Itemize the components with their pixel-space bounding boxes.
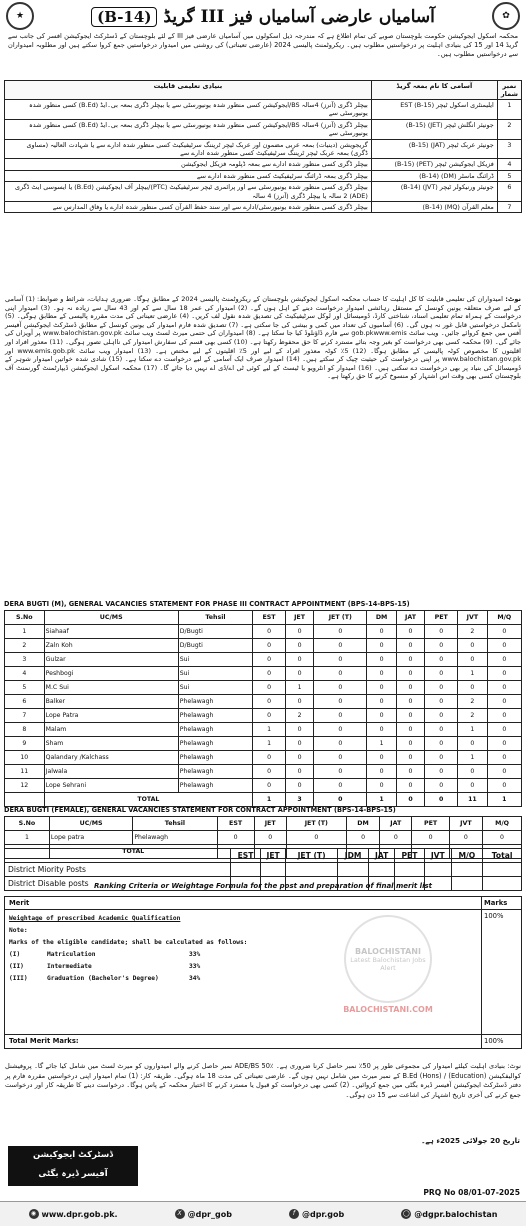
table-cell: Phelawagh [178, 723, 252, 737]
qualification-row [5, 202, 522, 213]
table-cell: 0 [487, 625, 521, 639]
table-row [5, 695, 522, 709]
total-cell: 1 [487, 793, 521, 807]
table-cell: 1 [285, 681, 313, 695]
table-cell: District Miority Posts [5, 863, 231, 877]
column-header: JET (T) [314, 611, 367, 625]
intro-paragraph: محکمہ اسکول ایجوکیشن حکومت بلوچستان صوبے کی تمام اطلاع ہے کہ مندرجہ ذیل اسکولوں میں آسامیاں عارضی فیز III کے لئے بلوچستان کے ڈسٹرکٹ ایجوکیشن افسر کی جانب سے گریڈ 14 اور 15 کی بنیادی اہلیت پر درخواستیں مطلوب ہیں۔ ریکروٹمنٹ پالیسی 2024 (عارضی تعیناتی) کی روشنی میں امیدوار درخواستیں جمع کروا سکتے ہیں اور مطلوبہ امیدواران سے درخواستیں مطلوب ہیں۔ [8, 32, 518, 59]
total-blank [5, 793, 45, 807]
table-cell [231, 863, 261, 877]
table-cell: 10 [5, 751, 45, 765]
table-cell: 0 [254, 831, 286, 845]
table-cell: Lope patra [49, 831, 132, 845]
table-cell: 0 [458, 737, 487, 751]
facebook-icon: f [289, 1209, 299, 1219]
x-icon: X [175, 1209, 185, 1219]
table-cell: 1 [5, 625, 45, 639]
table-cell [451, 863, 483, 877]
notes-label: نوٹ: [505, 295, 521, 303]
table-cell: 0 [285, 639, 313, 653]
table-cell: 0 [314, 723, 367, 737]
table-cell: D/Bugti [178, 639, 252, 653]
column-header [5, 849, 231, 863]
table-cell: 0 [425, 779, 458, 793]
table-row [5, 723, 522, 737]
column-header: JET [254, 817, 286, 831]
table-cell: 12 [5, 779, 45, 793]
table-cell: 0 [396, 653, 424, 667]
table-cell: M.C Sui [44, 681, 178, 695]
table-cell: 4 [5, 667, 45, 681]
table-cell [286, 863, 338, 877]
table-cell: 0 [285, 723, 313, 737]
table-cell: 0 [253, 779, 286, 793]
post-name: جونیئر انگلش ٹیچر (JET) (B-15) [371, 119, 497, 139]
qualification-text: بیچلر ڈگری کسی منظور شدہ یونیورسٹی/ادارے سے اور سند حفظ القرآن کسی منظور شدہ ادارے یا وفاق المدارس سے [5, 202, 372, 213]
column-header: JAT [369, 849, 394, 863]
merit-table [4, 896, 522, 1049]
post-name: ایلیمنٹری اسکول ٹیچر EST (B-15) [371, 100, 497, 120]
qualification-text: بیچلر ڈگری (آنرز) 4سالہ BS/ایجوکیشن کسی منظور شدہ یونیورسٹی سے یا بیچلر ڈگری بمعہ بی۔ایڈ (B.Ed) کسی منظور شدہ یونیورسٹی سے [5, 100, 372, 120]
page-title [40, 2, 486, 32]
instructions [5, 295, 521, 381]
total-merit-label: Total Merit Marks: [5, 1035, 482, 1049]
qualification-row [5, 182, 522, 202]
table-cell: 2 [458, 695, 487, 709]
total-cell: 1 [253, 793, 286, 807]
col-sno: نمبر شمار [497, 81, 521, 100]
table-cell: 0 [314, 709, 367, 723]
column-header: PET [412, 817, 449, 831]
table-cell: 0 [396, 681, 424, 695]
column-header: JET [261, 849, 286, 863]
table-row [5, 667, 522, 681]
table-cell: 0 [253, 695, 286, 709]
column-header: EST [217, 817, 254, 831]
total-merit-percent: 100% [482, 1035, 522, 1049]
total-label: TOTAL [44, 793, 253, 807]
total-cell: 0 [314, 793, 367, 807]
column-header: JET (T) [286, 817, 346, 831]
qualification-table [4, 80, 522, 213]
table-cell: 0 [253, 765, 286, 779]
table-cell: Siahaaf [44, 625, 178, 639]
footer-bar [0, 1201, 526, 1226]
column-header: DM [346, 817, 379, 831]
table-cell: 0 [396, 765, 424, 779]
table-cell: 0 [217, 831, 254, 845]
table-cell: 0 [285, 737, 313, 751]
component-weight: 34% [189, 975, 201, 982]
row-number: 3 [497, 139, 521, 159]
table-cell: 0 [285, 653, 313, 667]
table-cell: 1 [5, 831, 50, 845]
table-cell: 0 [314, 625, 367, 639]
table-cell: 0 [314, 667, 367, 681]
component-index: (I) [9, 951, 21, 958]
table-cell [261, 863, 286, 877]
row-number: 4 [497, 159, 521, 170]
table-cell: 0 [396, 625, 424, 639]
table-cell: 2 [285, 709, 313, 723]
table-cell: 0 [367, 695, 396, 709]
table-cell: Lope Patra [44, 709, 178, 723]
column-header: UC/MS [49, 817, 132, 831]
column-header: JET (T) [286, 849, 338, 863]
total-cell: 11 [458, 793, 487, 807]
table-cell: Balker [44, 695, 178, 709]
qualification-row [5, 159, 522, 170]
table-cell: 0 [483, 831, 522, 845]
total-cell: 0 [425, 793, 458, 807]
table-cell: 0 [367, 639, 396, 653]
qualification-text: بیچلر ڈگری (آنرز) 4سالہ BS/ایجوکیشن کسی منظور شدہ یونیورسٹی سے یا بیچلر ڈگری بمعہ بی۔ایڈ (B.Ed) کسی منظور شدہ یونیورسٹی سے [5, 119, 372, 139]
table-cell: 0 [253, 709, 286, 723]
component-name: Matriculation [47, 951, 96, 958]
column-header: EST [253, 611, 286, 625]
table-cell: 0 [367, 709, 396, 723]
table-cell: 0 [314, 653, 367, 667]
table-cell: 0 [425, 765, 458, 779]
table-cell: 0 [380, 831, 412, 845]
table-row [5, 625, 522, 639]
table-cell: 0 [367, 765, 396, 779]
signature-block [8, 1146, 138, 1186]
table-cell: Lope Sehrani [44, 779, 178, 793]
qualification-text: بیچلر ڈگری کسی منظور شدہ یونیورسٹی سے اور پرائمری ٹیچر سرٹیفیکیٹ (PTC)/بیچلر آف ایجوکیشن (B.Ed) یا ایسوسی ایٹ ڈگری (ADE) 2 سالہ یا بیچلر ڈگری (آنرز) 4 سالہ [5, 182, 372, 202]
instagram-icon: ◯ [402, 1210, 410, 1217]
table-cell: 0 [425, 625, 458, 639]
table-cell: 0 [253, 653, 286, 667]
table-cell: Phelawagh [133, 831, 217, 845]
male-vacancy-table [4, 610, 522, 807]
table-cell: 0 [396, 723, 424, 737]
post-name: جونیئر ورنیکولر ٹیچر (JVT) (B-14) [371, 182, 497, 202]
balochistan-emblem-icon: ★ [6, 2, 34, 30]
footer-instagram[interactable] [401, 1209, 497, 1219]
table-row [5, 765, 522, 779]
table-cell: 1 [253, 737, 286, 751]
qualification-text: بیچلر ڈگری بمعہ ڈرائنگ سرٹیفیکیٹ کسی منظور شدہ ادارے سے [5, 170, 372, 181]
footer-facebook[interactable] [289, 1209, 344, 1219]
table-cell: 0 [425, 709, 458, 723]
male-vacancy-title: DERA BUGTI (M), GENERAL VACANCIES STATEMENT FOR PHASE III CONTRACT APPOINTMENT (BPS-14-BPS-15) [4, 600, 410, 608]
total-cell: 3 [285, 793, 313, 807]
column-header: M/Q [451, 849, 483, 863]
table-cell [369, 863, 394, 877]
table-cell: Phelawagh [178, 709, 252, 723]
qualification-row [5, 119, 522, 139]
col-post: آسامی کا نام بمعہ گریڈ [371, 81, 497, 100]
female-vacancy-title: DERA BUGTI (FEMALE), GENERAL VACANCIES STATEMENT FOR CONTRACT APPOINTMENT (BPS-14-BPS-15) [4, 806, 396, 814]
table-cell: Sui [178, 667, 252, 681]
table-cell: Phelawagh [178, 765, 252, 779]
column-header: JAT [396, 611, 424, 625]
footer-x-label: @dpr_gob [187, 1209, 232, 1219]
merit-header: Merit [5, 897, 482, 910]
table-row [5, 751, 522, 765]
row-number: 5 [497, 170, 521, 181]
column-header: Tehsil [178, 611, 252, 625]
table-cell: 0 [487, 779, 521, 793]
column-header: JDM [337, 849, 369, 863]
qualification-text: گریجویشن (دینیات) بمعہ عربی مضمون اور عربک ٹیچر ٹریننگ سرٹیفیکیٹ کسی منظور شدہ ادارے سے یا شہادت العالیہ (مساوی ڈگری) بمعہ عربک ٹیچر ٹریننگ سرٹیفیکیٹ کسی منظور شدہ ادارے سے [5, 139, 372, 159]
footer-fb-label: @dpr.gob [301, 1209, 345, 1219]
table-cell: 0 [487, 639, 521, 653]
component-weight: 33% [189, 963, 201, 970]
table-cell: 0 [487, 681, 521, 695]
table-row [5, 737, 522, 751]
total-row [5, 793, 522, 807]
table-cell [337, 863, 369, 877]
title-text: آسامیاں عارضی آسامیاں فیز III گریڈ [163, 7, 435, 27]
qualification-row [5, 100, 522, 120]
table-cell: Malam [44, 723, 178, 737]
table-cell: 1 [458, 751, 487, 765]
table-cell: 0 [458, 765, 487, 779]
column-header: DM [367, 611, 396, 625]
column-header: JVT [458, 611, 487, 625]
column-header: JVT [425, 849, 452, 863]
total-cell: 0 [396, 793, 424, 807]
table-cell: 11 [5, 765, 45, 779]
table-cell: 2 [458, 709, 487, 723]
table-cell [394, 863, 424, 877]
footer-web[interactable] [29, 1209, 118, 1219]
table-cell: 0 [487, 709, 521, 723]
table-cell: 0 [487, 751, 521, 765]
column-header: UC/MS [44, 611, 178, 625]
table-cell: 5 [5, 681, 45, 695]
merit-note-label: Note: [9, 927, 28, 934]
table-cell: 0 [285, 695, 313, 709]
table-cell: 1 [458, 723, 487, 737]
table-row [5, 831, 522, 845]
component-name: Intermediate [47, 963, 92, 970]
table-cell: 3 [5, 653, 45, 667]
table-cell: 0 [314, 737, 367, 751]
table-cell: 0 [253, 639, 286, 653]
watermark-name: BALOCHISTANI [355, 946, 421, 956]
table-cell: 0 [285, 779, 313, 793]
table-cell: 0 [253, 681, 286, 695]
table-cell: 0 [396, 779, 424, 793]
prq-number: PRQ No 08/01-07-2025 [423, 1188, 520, 1197]
table-cell: 0 [396, 639, 424, 653]
component-weight: 33% [189, 951, 201, 958]
column-header: S.No [5, 817, 50, 831]
table-row [5, 639, 522, 653]
table-cell: 0 [487, 765, 521, 779]
qualification-row [5, 170, 522, 181]
watermark-tagline: Latest Balochistan Jobs Alert [350, 955, 426, 972]
table-cell: Zaln Koh [44, 639, 178, 653]
last-date: تاریخ 20 جولائی 2025ء ہے۔ [421, 1136, 520, 1145]
table-cell: 0 [425, 723, 458, 737]
quota-row [5, 863, 522, 877]
table-cell: 0 [425, 695, 458, 709]
table-cell: 0 [367, 751, 396, 765]
table-cell: 0 [487, 723, 521, 737]
table-cell: 0 [487, 695, 521, 709]
table-cell: 0 [285, 667, 313, 681]
table-cell: 0 [425, 737, 458, 751]
table-cell: 0 [396, 751, 424, 765]
ranking-criteria-title: Ranking Criteria or Weightage Formula for the post and preparation of final merit list [93, 882, 432, 890]
col-qualification: بنیادی تعلیمی قابلیت [5, 81, 372, 100]
footnote: نوٹ: بنیادی اہلیت کیلئے امیدوار کی مجموعی طور پر 50٪ نمبر حاصل کرنا ضروری ہے۔ ADE/BS 50٪ نمبر حاصل کرنے والے امیدواروں کو میرٹ لسٹ میں شامل کیا جائے گا۔ پروفیشنل کوالیفکیشن (Education) / B.Ed (Hons) کے نمبر میرٹ میں شامل نہیں ہوں گے۔ عارضی تعیناتی کی مدت 18 ماہ ہوگی۔ طریقہ کار: (1) تمام امیدوار اپنی درخواستیں مقررہ فارم پر دفتر ڈسٹرکٹ ایجوکیشن آفیسر ڈیرہ بگٹی میں جمع کروائیں۔ (2) کسی بھی درخواست کو قبول یا مسترد کرنے کا اختیار محکمہ کے پاس ہوگا۔ درخواست دینے کا طریقہ کار اور درخواست جمع کرنے کی آخری تاریخ اشتہار کی اشاعت سے 15 دن ہوگی۔ [5, 1062, 521, 1099]
table-cell: 0 [285, 765, 313, 779]
table-row [5, 779, 522, 793]
table-cell: 0 [412, 831, 449, 845]
table-cell: 0 [253, 751, 286, 765]
table-cell: Jalwala [44, 765, 178, 779]
post-name: ڈرائنگ ماسٹر (DM) (B-14) [371, 170, 497, 181]
signature-line-1: ڈسٹرکٹ ایجوکیشن [32, 1150, 114, 1160]
table-cell: 0 [396, 695, 424, 709]
table-cell: Qalandary /Kalchass [44, 751, 178, 765]
column-header: JAT [380, 817, 412, 831]
column-header: Tehsil [133, 817, 217, 831]
post-name: معلم القرآن (MQ) (B-14) [371, 202, 497, 213]
table-cell: Sui [178, 653, 252, 667]
table-cell: 2 [5, 639, 45, 653]
table-cell: 0 [458, 639, 487, 653]
table-cell: 0 [487, 667, 521, 681]
department-emblem-icon: ✿ [492, 2, 520, 30]
table-cell: 1 [458, 667, 487, 681]
table-cell: 0 [367, 625, 396, 639]
column-header: Total [483, 849, 522, 863]
marks-header: Marks [482, 897, 522, 910]
calc-label: Marks of the eligible candidate; shall be calculated as follows: [9, 939, 248, 946]
table-cell: 0 [367, 681, 396, 695]
footer-x[interactable] [175, 1209, 232, 1219]
table-cell: Gulzar [44, 653, 178, 667]
table-cell: 8 [5, 723, 45, 737]
table-cell: D/Bugti [178, 625, 252, 639]
table-cell [483, 863, 522, 877]
column-header: JET [285, 611, 313, 625]
table-cell: 0 [367, 653, 396, 667]
table-cell: Phelawagh [178, 737, 252, 751]
table-cell: 2 [458, 625, 487, 639]
table-cell: 0 [425, 681, 458, 695]
table-cell: 0 [314, 695, 367, 709]
table-cell: 0 [367, 779, 396, 793]
table-cell: 0 [253, 625, 286, 639]
component-index: (III) [9, 975, 28, 982]
table-cell: 0 [285, 751, 313, 765]
table-cell: 0 [449, 831, 482, 845]
table-cell: 0 [314, 681, 367, 695]
table-cell: 0 [314, 751, 367, 765]
table-cell: Phelawagh [178, 695, 252, 709]
signature-line-2: آفیسر ڈیرہ بگٹی [38, 1169, 108, 1179]
table-cell: District Disable posts [5, 877, 231, 891]
table-cell: 9 [5, 737, 45, 751]
table-cell: Sui [178, 681, 252, 695]
table-cell: 0 [285, 625, 313, 639]
column-header: M/Q [483, 817, 522, 831]
table-cell: 0 [396, 709, 424, 723]
instructions-part-2: (8) امیدواران کی حتمی میرٹ لسٹ ویب سائٹ www.balochistan.gov.pk پر آویزاں کی جائے گی۔ (9) محکمہ کسی بھی درخواست کو بغیر وجہ بتائے مسترد کرنے کا حق محفوظ رکھتا ہے۔ (10) کسی بھی قسم کی سفارش امیدوار کی نااہلی تصور ہوگی۔ (11) معذور افراد اور اقلیتوں کا مخصوص کوٹہ پالیسی کے مطابق ہوگا۔ (12) 5٪ کوٹہ معذور افراد کے لیے اور 5٪ اقلیتوں کے لیے مختص ہے۔ (13) امیدوار ویب سائٹ www.emis.gob.pk اور www.balochistan.gov.pk پر اپنی درخواست کی حیثیت چیک کر سکتے ہیں۔ (14) امیدوار صرف ایک آسامی کے لیے درخواست دے سکتا ہے۔ (15) شادی شدہ خواتین امیدوار شوہر کے ڈومیسائل کی بنیاد پر بھی درخواست دے سکتی ہیں۔ (16) امیدوار کو انٹرویو یا ٹیسٹ کے لیے کوئی ٹی اے/ڈی اے نہیں دیا جائے گا۔ (17) محکمہ اسکول ایجوکیشن ڈیپارٹمنٹ گورنمنٹ آف بلوچستان کسی بھی وقت اس اشتہار کو منسوخ کرنے کا حق رکھتا ہے۔ [5, 329, 522, 381]
table-cell: 0 [396, 737, 424, 751]
table-cell: 0 [458, 653, 487, 667]
component-index: (II) [9, 963, 24, 970]
column-header: EST [231, 849, 261, 863]
table-cell: 0 [487, 653, 521, 667]
table-cell: 0 [314, 639, 367, 653]
row-number: 1 [497, 100, 521, 120]
qualification-row [5, 139, 522, 159]
column-header: M/Q [487, 611, 521, 625]
table-cell: 0 [346, 831, 379, 845]
table-cell: 0 [425, 653, 458, 667]
table-cell [425, 863, 452, 877]
column-header: PET [394, 849, 424, 863]
table-cell: 0 [367, 667, 396, 681]
total-label: TOTAL [49, 845, 217, 859]
footer-ig-label: @dgpr.balochistan [414, 1209, 498, 1219]
column-header: JVT [449, 817, 482, 831]
table-cell: 0 [458, 681, 487, 695]
table-cell: 0 [286, 831, 346, 845]
table-cell: 0 [425, 751, 458, 765]
table-cell: 6 [5, 695, 45, 709]
table-cell: 0 [367, 723, 396, 737]
table-cell: 0 [425, 667, 458, 681]
table-cell: Phelawagh [178, 751, 252, 765]
table-row [5, 681, 522, 695]
table-cell: 0 [314, 765, 367, 779]
table-row [5, 709, 522, 723]
column-header: S.No [5, 611, 45, 625]
weightage-label: Weightage of prescribed Academic Qualification [9, 915, 181, 922]
table-cell: 1 [367, 737, 396, 751]
globe-icon: ◉ [29, 1209, 39, 1219]
row-number: 2 [497, 119, 521, 139]
row-number: 7 [497, 202, 521, 213]
footer-web-label: www.dpr.gob.pk. [41, 1209, 118, 1219]
table-cell: 0 [396, 667, 424, 681]
table-cell: 0 [458, 779, 487, 793]
table-row [5, 653, 522, 667]
table-cell: 7 [5, 709, 45, 723]
column-header: PET [425, 611, 458, 625]
row-number: 6 [497, 182, 521, 202]
table-cell: Phelawagh [178, 779, 252, 793]
table-cell: 0 [314, 779, 367, 793]
instructions-part-1: امیدواران کی تعلیمی قابلیت کا کل اہلیت کا حساب محکمہ اسکول ایجوکیشن بلوچستان کے ریکروٹمنٹ پالیسی 2024 کے مطابق ہوگا۔ ضروری ہدایات، شرائط و ضوابط: (1) آسامی کے لیے صرف متعلقہ یونین کونسل کے مستقل رہائشی امیدوار درخواست دینے کے اہل ہوں گے۔ (2) امیدوار کی عمر 18 سال سے کم اور 43 سال سے زیادہ نہ ہو۔ (3) امیدوار اپنی درخواست کے ہمراہ تمام تعلیمی اسناد، شناختی کارڈ، ڈومیسائل اور لوکل سرٹیفیکیٹ کی تصدیق شدہ نقول لف کریں۔ (4) عارضی تعیناتی کی مدت مقررہ پالیسی کے مطابق ہوگی۔ (5) نامکمل درخواستیں قابل غور نہ ہوں گی۔ (6) آسامیوں کی تعداد میں کمی و بیشی کی جا سکتی ہے۔ (7) تصدیق شدہ فارم امیدوار کی یونین کونسل کے مطابق ڈسٹرکٹ ایجوکیشن آفیسر آفس میں جمع کروائے جائیں۔ ویب سائٹ gob.pkwww.emis سے فارم ڈاؤنلوڈ کیا جا سکتا ہے۔ [5, 295, 522, 338]
component-name: Graduation (Bachelor's Degree) [47, 975, 159, 982]
table-cell: Sham [44, 737, 178, 751]
table-cell: 0 [487, 737, 521, 751]
table-cell: 0 [253, 667, 286, 681]
total-cell: 1 [367, 793, 396, 807]
table-cell: 1 [253, 723, 286, 737]
watermark-site: BALOCHISTANI.COM [343, 1005, 433, 1014]
weightage-percent: 100% [482, 910, 522, 1035]
post-name: جونیئر عربک ٹیچر (JAT) (B-15) [371, 139, 497, 159]
table-cell: Peshbogi [44, 667, 178, 681]
grade-badge: (B-14) [91, 7, 157, 27]
qualification-text: بیچلر ڈگری کسی منظور شدہ ادارے سے بمعہ ڈپلومہ فزیکل ایجوکیشن [5, 159, 372, 170]
table-cell: 0 [425, 639, 458, 653]
post-name: فزیکل ایجوکیشن ٹیچر (PET) (B-15) [371, 159, 497, 170]
watermark-logo [333, 915, 443, 1014]
